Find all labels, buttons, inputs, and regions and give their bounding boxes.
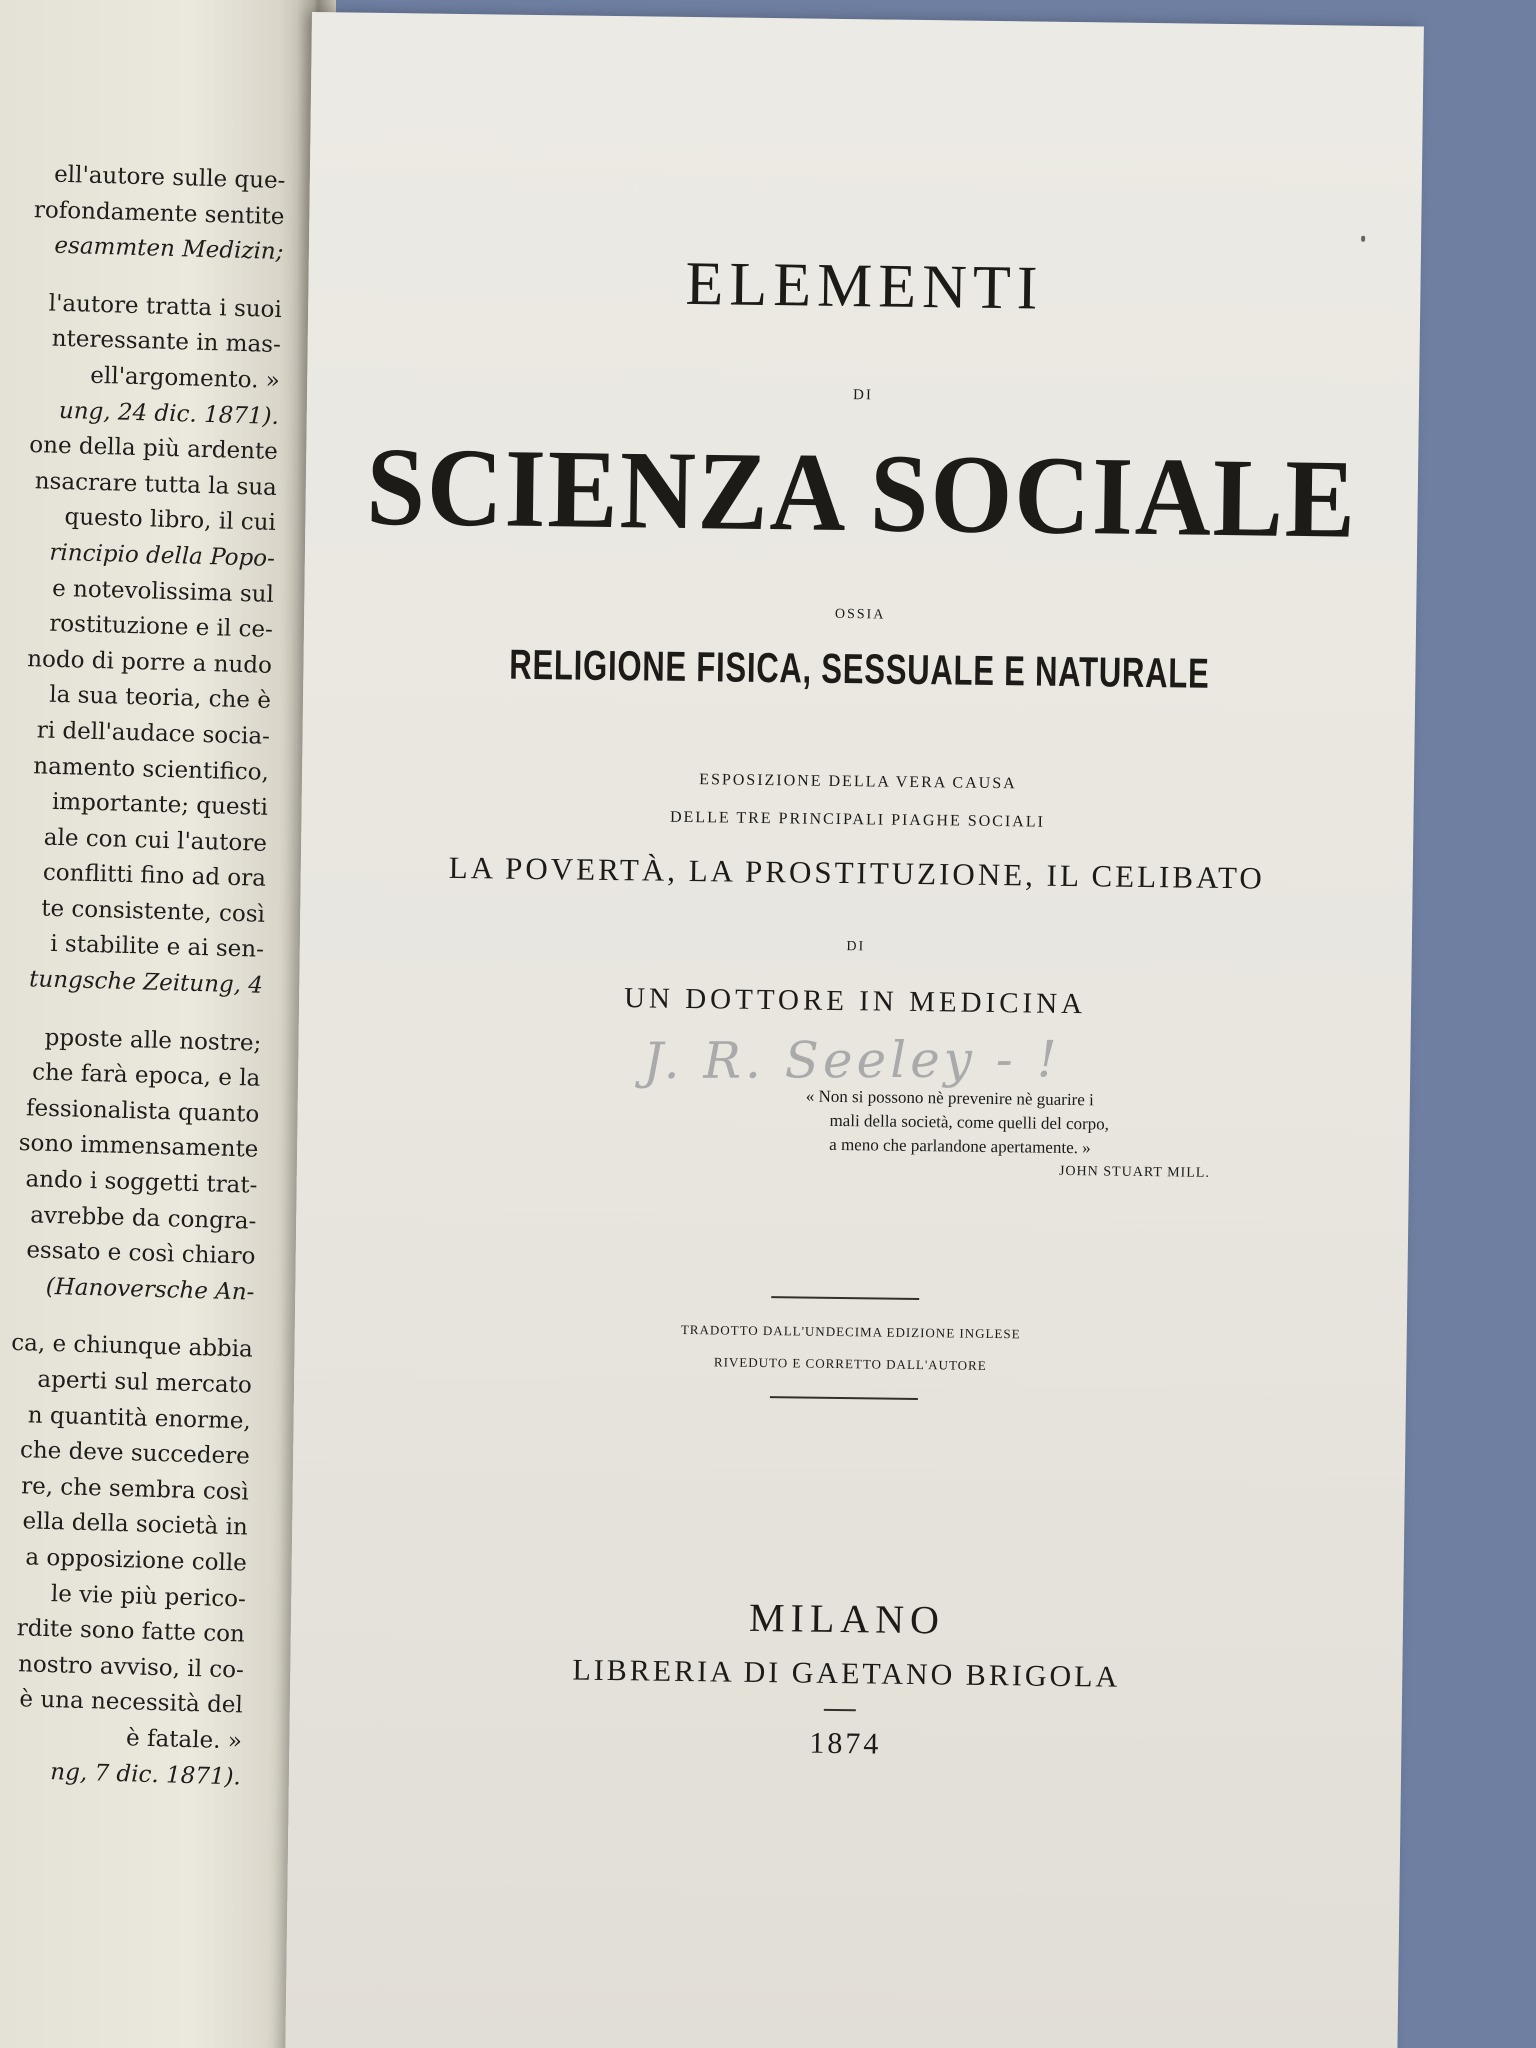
imprint-publisher: LIBRERIA DI GAETANO BRIGOLA [572,1653,1121,1694]
left-page-line: namento scientifico, [33,752,270,786]
left-page-line: n quantità enorme, [27,1401,252,1435]
left-page-line: è una necessità del [19,1686,244,1719]
translation-line-1: TRADOTTO DALL'UNDECIMA EDIZIONE INGLESE [680,1321,1021,1342]
left-page-line: l'autore tratta i suoi [48,290,283,323]
translation-line-2: RIVEDUTO E CORRETTO DALL'AUTORE [713,1354,987,1373]
left-page-line: ca, e chiunque abbia [10,1330,254,1364]
epigraph-author: JOHN STUART MILL. [1058,1163,1210,1181]
subtitle: RELIGIONE FISICA, SESSUALE E NATURALE [509,640,1210,697]
main-title: SCIENZA SOCIALE [365,424,1358,562]
left-page-line: ale con cui l'autore [43,824,268,857]
left-page-line: sono immensamente [18,1130,259,1164]
left-page-line: è fatale. » [125,1725,243,1755]
title-elementi: ELEMENTI [685,249,1044,323]
imprint-dash [824,1709,856,1711]
left-page-line: (Hanoversche An- [45,1273,255,1306]
paper-speck [1361,236,1365,242]
left-page-line: nteressante in mas- [51,326,282,359]
left-page-line: nodo di porre a nudo [26,645,273,679]
left-page-line: e notevolissima sul [51,575,275,608]
connector-ossia: OSSIA [834,606,886,623]
left-page-line: fessionalista quanto [25,1095,260,1128]
divider-bottom [770,1396,918,1400]
left-page-line: questo libro, il cui [64,504,277,537]
left-page-line: rdite sono fatte con [16,1615,246,1648]
left-page-line: ando i soggetti trat- [25,1166,258,1199]
left-page-line: rostituzione e il ce- [49,610,274,644]
left-page-line: essato e così chiaro [26,1237,256,1270]
exposition-line-2: DELLE TRE PRINCIPALI PIAGHE SOCIALI [669,808,1046,831]
left-page-line: ri dell'audace socia- [36,717,271,750]
left-page-line: esammten Medizin; [54,232,284,266]
left-page-line: conflitti fino ad ora [42,859,267,893]
left-page-line: tungsche Zeitung, 4 [28,966,264,999]
author-line: UN DOTTORE IN MEDICINA [623,982,1087,1021]
left-facing-page [0,0,318,2048]
left-page-line: le vie più perico- [50,1580,247,1613]
connector-di: DI [853,387,874,404]
left-page-text [0,156,286,1796]
epigraph-line-3: a meno che parlandone apertamente. » [829,1134,1091,1158]
connector-di-author: DI [846,939,866,955]
left-page-line: i stabilite e ai sen- [49,931,265,964]
left-page-line: nostro avviso, il co- [17,1650,245,1684]
divider-top [771,1296,919,1300]
left-page-line: ell'autore sulle que- [53,161,286,195]
left-page-line: che farà epoca, e la [31,1059,261,1092]
imprint-city: MILANO [748,1594,946,1643]
left-page-line: a opposizione colle [25,1544,248,1577]
left-page-line: avrebbe da congra- [29,1201,257,1235]
left-page-line: rincipio della Popo- [49,539,276,572]
exposition-line-1: ESPOSIZIONE DELLA VERA CAUSA [699,771,1017,793]
handwritten-signature: J. R. Seeley - ! [643,1030,1061,1091]
left-page-line: importante; questi [51,788,269,821]
left-page-line: pposte alle nostre; [44,1024,262,1057]
left-page-line: te consistente, così [40,895,266,928]
title-page [285,12,1424,2048]
left-page-line: ell'argomento. » [89,362,281,394]
left-page-line: ung, 24 dic. 1871). [58,397,280,430]
imprint-year: 1874 [809,1726,882,1761]
plagues-line: LA POVERTÀ, LA PROSTITUZIONE, IL CELIBATO [448,849,1265,896]
left-page-line: aperti sul mercato [37,1366,253,1399]
left-page-line: rofondamente sentite [33,196,285,230]
left-page-line: one della più ardente [28,432,279,466]
epigraph-line-2: mali della società, come quelli del corpo, [829,1110,1110,1134]
left-page-line: ella della società in [22,1508,249,1541]
left-page-line: che deve succedere [19,1437,251,1470]
left-page-line: re, che sembra così [20,1473,250,1506]
epigraph [805,1085,1266,1187]
left-page-line: ng, 7 dic. 1871). [50,1758,242,1790]
left-page-line: nsacrare tutta la sua [34,467,278,501]
left-page-line: la sua teoria, che è [48,682,272,715]
epigraph-line-1: « Non si possono nè prevenire nè guarire i [805,1086,1094,1110]
